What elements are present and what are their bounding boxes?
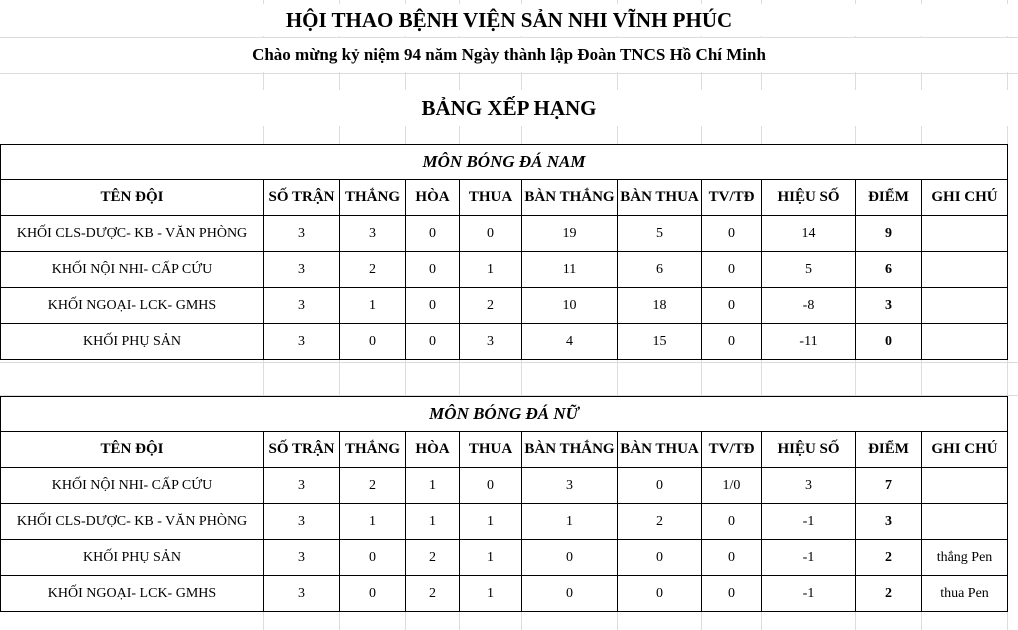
ranking-heading: BẢNG XẾP HẠNG: [0, 90, 1018, 126]
goals-for-cell: 10: [522, 288, 618, 324]
col-header-goals-for: BÀN THẮNG: [522, 180, 618, 216]
matches-cell: 3: [264, 540, 340, 576]
page-subtitle: Chào mừng kỷ niệm 94 năm Ngày thành lập Đoàn TNCS Hồ Chí Minh: [0, 38, 1018, 72]
tv-td-cell: 0: [702, 504, 762, 540]
tv-td-cell: 0: [702, 576, 762, 612]
women-standings-table: [0, 396, 1008, 612]
notes-cell: [922, 504, 1008, 540]
goals-for-cell: 0: [522, 576, 618, 612]
tv-td-cell: 0: [702, 216, 762, 252]
table-row: [1, 216, 1008, 252]
table-row: [1, 288, 1008, 324]
goal-diff-cell: -11: [762, 324, 856, 360]
points-cell: 3: [856, 504, 922, 540]
team-cell: KHỐI NGOẠI- LCK- GMHS: [1, 288, 264, 324]
draws-cell: 1: [406, 504, 460, 540]
col-header-points: ĐIỂM: [856, 180, 922, 216]
matches-cell: 3: [264, 288, 340, 324]
matches-cell: 3: [264, 252, 340, 288]
goals-for-cell: 0: [522, 540, 618, 576]
goals-for-cell: 4: [522, 324, 618, 360]
col-header-wins: THẮNG: [340, 432, 406, 468]
goal-diff-cell: -1: [762, 576, 856, 612]
notes-cell: [922, 288, 1008, 324]
table-row: [1, 540, 1008, 576]
goal-diff-cell: -8: [762, 288, 856, 324]
col-header-wins: THẮNG: [340, 180, 406, 216]
wins-cell: 1: [340, 504, 406, 540]
col-header-goal-diff: HIỆU SỐ: [762, 432, 856, 468]
col-header-goals-against: BÀN THUA: [618, 180, 702, 216]
losses-cell: 1: [460, 504, 522, 540]
gridline: [0, 362, 1018, 363]
page-title: HỘI THAO BỆNH VIỆN SẢN NHI VĨNH PHÚC: [0, 4, 1018, 36]
col-header-tv-td: TV/TĐ: [702, 432, 762, 468]
losses-cell: 1: [460, 252, 522, 288]
notes-cell: [922, 252, 1008, 288]
goals-against-cell: 5: [618, 216, 702, 252]
points-cell: 7: [856, 468, 922, 504]
col-header-notes: GHI CHÚ: [922, 432, 1008, 468]
points-cell: 2: [856, 540, 922, 576]
men-table-title: MÔN BÓNG ĐÁ NAM: [1, 145, 1008, 180]
draws-cell: 0: [406, 324, 460, 360]
col-header-team: TÊN ĐỘI: [1, 180, 264, 216]
wins-cell: 2: [340, 252, 406, 288]
goals-against-cell: 18: [618, 288, 702, 324]
goal-diff-cell: 5: [762, 252, 856, 288]
col-header-draws: HÒA: [406, 180, 460, 216]
table-header-row: [1, 180, 1008, 216]
col-header-goals-for: BÀN THẮNG: [522, 432, 618, 468]
team-cell: KHỐI CLS-DƯỢC- KB - VĂN PHÒNG: [1, 216, 264, 252]
points-cell: 0: [856, 324, 922, 360]
col-header-draws: HÒA: [406, 432, 460, 468]
men-standings-table: [0, 144, 1008, 360]
team-cell: KHỐI NỘI NHI- CẤP CỨU: [1, 468, 264, 504]
col-header-goals-against: BÀN THUA: [618, 432, 702, 468]
goals-for-cell: 11: [522, 252, 618, 288]
losses-cell: 1: [460, 540, 522, 576]
losses-cell: 0: [460, 216, 522, 252]
col-header-tv-td: TV/TĐ: [702, 180, 762, 216]
women-table-title: MÔN BÓNG ĐÁ NỮ: [1, 397, 1008, 432]
team-cell: KHỐI PHỤ SẢN: [1, 324, 264, 360]
points-cell: 3: [856, 288, 922, 324]
goal-diff-cell: -1: [762, 540, 856, 576]
matches-cell: 3: [264, 324, 340, 360]
notes-cell: [922, 216, 1008, 252]
wins-cell: 2: [340, 468, 406, 504]
tv-td-cell: 1/0: [702, 468, 762, 504]
tv-td-cell: 0: [702, 324, 762, 360]
notes-cell: thắng Pen: [922, 540, 1008, 576]
draws-cell: 0: [406, 288, 460, 324]
table-row: [1, 468, 1008, 504]
team-cell: KHỐI CLS-DƯỢC- KB - VĂN PHÒNG: [1, 504, 264, 540]
draws-cell: 0: [406, 216, 460, 252]
col-header-matches: SỐ TRẬN: [264, 180, 340, 216]
goal-diff-cell: -1: [762, 504, 856, 540]
table-row: [1, 252, 1008, 288]
team-cell: KHỐI PHỤ SẢN: [1, 540, 264, 576]
draws-cell: 1: [406, 468, 460, 504]
wins-cell: 1: [340, 288, 406, 324]
tv-td-cell: 0: [702, 252, 762, 288]
col-header-losses: THUA: [460, 180, 522, 216]
notes-cell: thua Pen: [922, 576, 1008, 612]
goals-for-cell: 19: [522, 216, 618, 252]
table-row: [1, 324, 1008, 360]
goals-against-cell: 0: [618, 540, 702, 576]
notes-cell: [922, 324, 1008, 360]
col-header-goal-diff: HIỆU SỐ: [762, 180, 856, 216]
points-cell: 9: [856, 216, 922, 252]
points-cell: 2: [856, 576, 922, 612]
col-header-matches: SỐ TRẬN: [264, 432, 340, 468]
losses-cell: 3: [460, 324, 522, 360]
goals-against-cell: 2: [618, 504, 702, 540]
gridline: [0, 73, 1018, 74]
goals-for-cell: 3: [522, 468, 618, 504]
wins-cell: 0: [340, 540, 406, 576]
losses-cell: 1: [460, 576, 522, 612]
goals-against-cell: 6: [618, 252, 702, 288]
goals-against-cell: 0: [618, 576, 702, 612]
points-cell: 6: [856, 252, 922, 288]
draws-cell: 2: [406, 576, 460, 612]
col-header-points: ĐIỂM: [856, 432, 922, 468]
col-header-losses: THUA: [460, 432, 522, 468]
matches-cell: 3: [264, 576, 340, 612]
team-cell: KHỐI NỘI NHI- CẤP CỨU: [1, 252, 264, 288]
matches-cell: 3: [264, 216, 340, 252]
matches-cell: 3: [264, 504, 340, 540]
tv-td-cell: 0: [702, 288, 762, 324]
wins-cell: 0: [340, 576, 406, 612]
col-header-team: TÊN ĐỘI: [1, 432, 264, 468]
table-row: [1, 504, 1008, 540]
notes-cell: [922, 468, 1008, 504]
table-header-row: [1, 432, 1008, 468]
col-header-notes: GHI CHÚ: [922, 180, 1008, 216]
wins-cell: 0: [340, 324, 406, 360]
draws-cell: 0: [406, 252, 460, 288]
team-cell: KHỐI NGOẠI- LCK- GMHS: [1, 576, 264, 612]
goals-against-cell: 0: [618, 468, 702, 504]
table-row: [1, 576, 1008, 612]
goals-for-cell: 1: [522, 504, 618, 540]
matches-cell: 3: [264, 468, 340, 504]
goal-diff-cell: 14: [762, 216, 856, 252]
goals-against-cell: 15: [618, 324, 702, 360]
losses-cell: 2: [460, 288, 522, 324]
tv-td-cell: 0: [702, 540, 762, 576]
draws-cell: 2: [406, 540, 460, 576]
losses-cell: 0: [460, 468, 522, 504]
goal-diff-cell: 3: [762, 468, 856, 504]
wins-cell: 3: [340, 216, 406, 252]
